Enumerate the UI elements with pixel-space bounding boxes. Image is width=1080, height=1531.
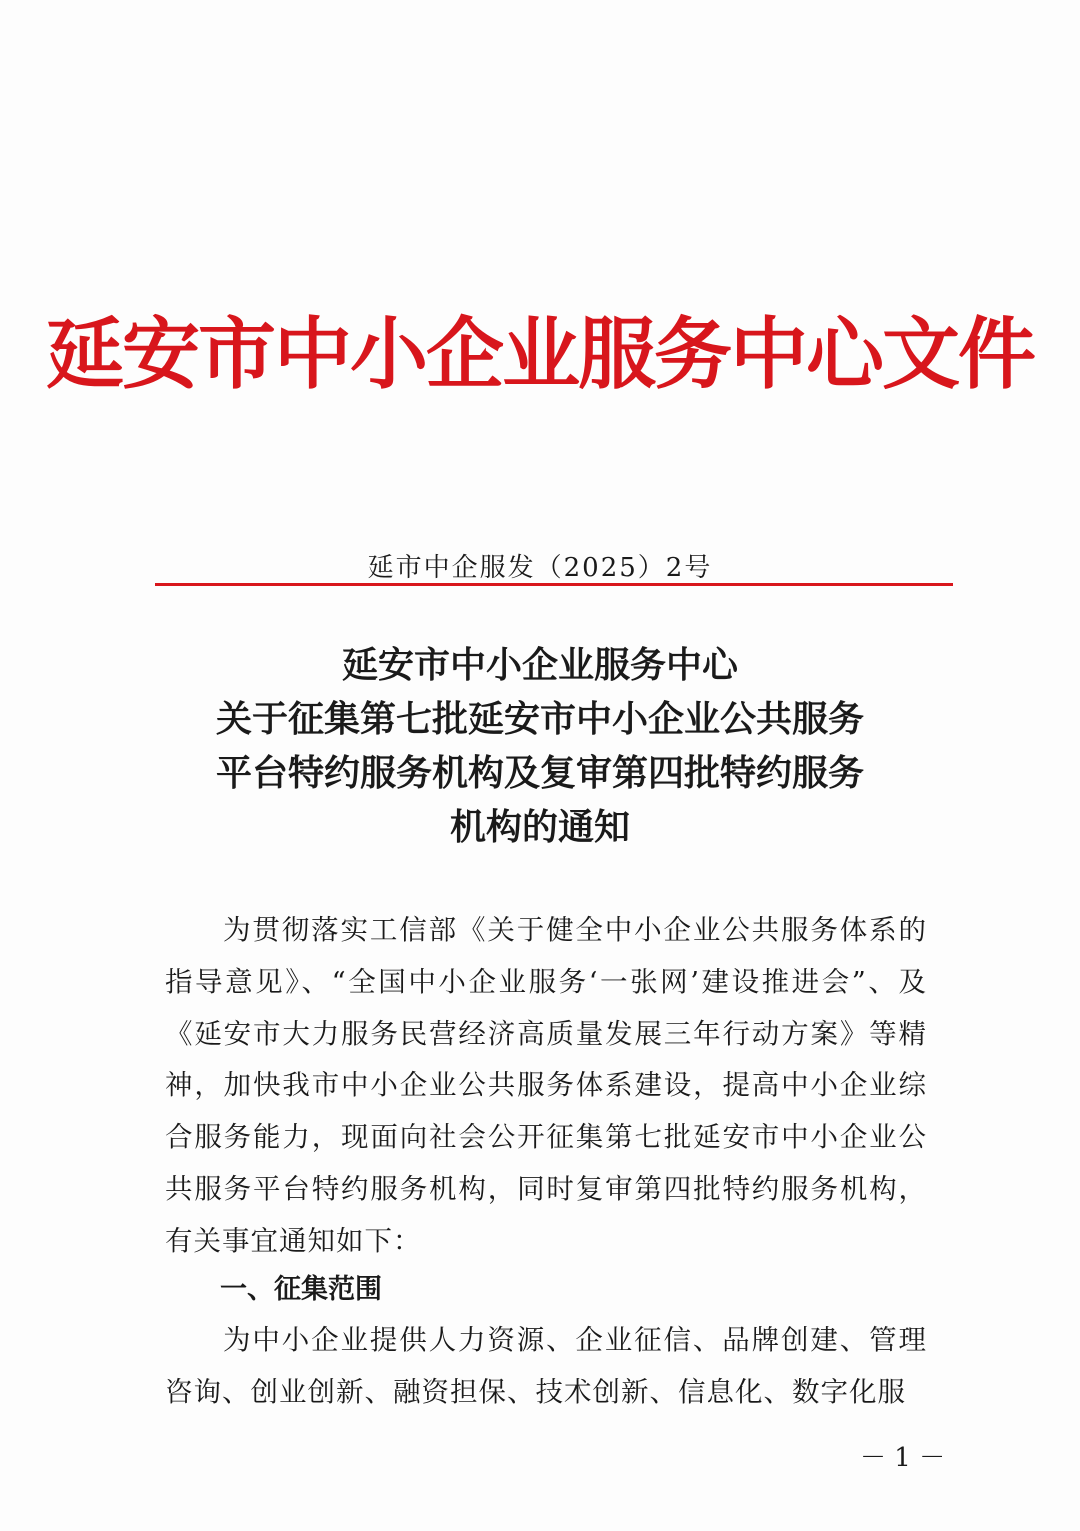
intro-paragraph: 为贯彻落实工信部《关于健全中小企业公共服务体系的指导意见》、“全国中小企业服务‘一张网’建设推进会”、及《延安市大力服务民营经济高质量发展三年行动方案》等精神，加快我市中小企业公共服务体系建设，提高中小企业综合服务能力，现面向社会公开征集第七批延安市中小企业公共服务平台特约服务机构，同时复审第四批特约服务机构，有关事宜通知如下： <box>165 914 927 1257</box>
title-line: 关于征集第七批延安市中小企业公共服务 <box>215 698 864 740</box>
title-line: 机构的通知 <box>449 806 630 848</box>
document-number: 延市中企服发（2025）2号 <box>367 553 713 583</box>
section-paragraph: 为中小企业提供人力资源、企业征信、品牌创建、管理咨询、创业创新、融资担保、技术创新、信息化、数字化服 <box>165 1324 927 1408</box>
issuer-header: 延安市中小企业服务中心文件 <box>45 309 1034 400</box>
notice-title <box>0 638 1080 854</box>
page-number: － 1 － <box>860 1443 946 1473</box>
red-divider <box>155 583 953 586</box>
title-line: 平台特约服务机构及复审第四批特约服务 <box>215 752 864 794</box>
section-heading: 一、征集范围 <box>220 1274 382 1305</box>
title-line: 延安市中小企业服务中心 <box>341 644 738 686</box>
